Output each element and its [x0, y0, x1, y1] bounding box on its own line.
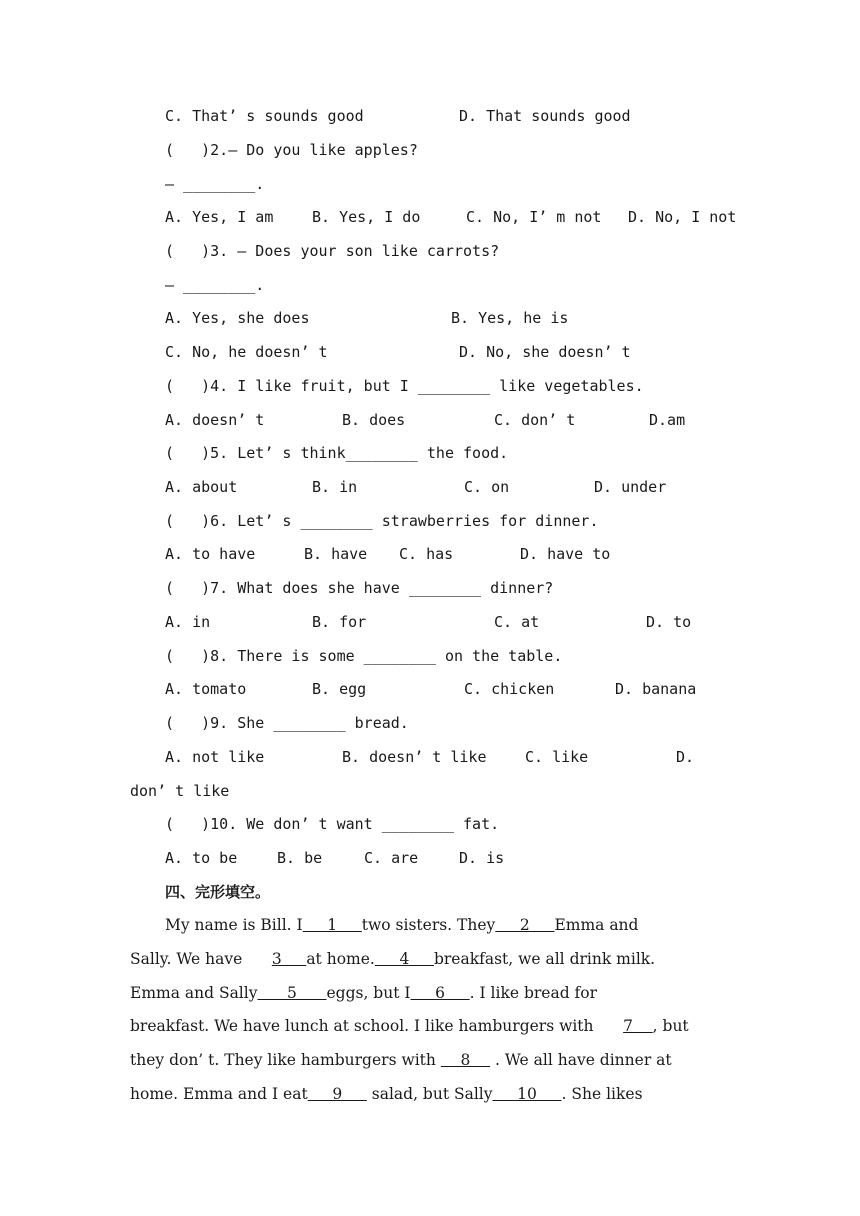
q2-option-d: D. No, I not — [628, 208, 737, 226]
q6-option-b: B. have — [304, 545, 368, 563]
cloze-line-4: breakfast. We have lunch at school. I like hamburgers with 7 , but — [130, 1017, 689, 1035]
q9-option-d-wrap: don’ t like — [130, 782, 230, 800]
q8-option-d: D. banana — [615, 680, 697, 698]
blank-6: 6 — [410, 984, 470, 1002]
blank-1: 1 — [302, 916, 362, 934]
q10-option-c: C. are — [364, 849, 419, 867]
blank-9: 9 — [307, 1085, 367, 1103]
q9-option-a: A. not like — [165, 748, 265, 766]
q9-option-c: C. like — [525, 748, 589, 766]
q4-option-b: B. does — [342, 411, 406, 429]
question-3-answer-blank: — ________. — [165, 276, 265, 294]
q2-option-a: A. Yes, I am — [165, 208, 274, 226]
q5-option-b: B. in — [312, 478, 358, 496]
q5-option-c: C. on — [464, 478, 510, 496]
blank-4: 4 — [374, 950, 434, 968]
q6-option-a: A. to have — [165, 545, 256, 563]
q8-option-c: C. chicken — [464, 680, 555, 698]
q9-option-b: B. doesn’ t like — [342, 748, 487, 766]
option-c: C. That’ s sounds good — [165, 107, 364, 125]
q3-option-c: C. No, he doesn’ t — [165, 343, 328, 361]
blank-5: 5 — [257, 984, 327, 1002]
cloze-line-3: Emma and Sally 5 eggs, but I 6 . I like bread for — [130, 984, 598, 1002]
q3-option-d: D. No, she doesn’ t — [459, 343, 631, 361]
q7-option-c: C. at — [494, 613, 540, 631]
q4-option-d: D.am — [649, 411, 686, 429]
q5-option-a: A. about — [165, 478, 238, 496]
q8-option-b: B. egg — [312, 680, 367, 698]
blank-7: 7 — [623, 1017, 653, 1035]
q10-option-b: B. be — [277, 849, 323, 867]
q4-option-a: A. doesn’ t — [165, 411, 265, 429]
q4-option-c: C. don’ t — [494, 411, 576, 429]
blank-3: 3 — [271, 950, 307, 968]
question-9: ( )9. She ________ bread. — [165, 714, 409, 732]
q10-option-d: D. is — [459, 849, 505, 867]
question-8: ( )8. There is some ________ on the table. — [165, 647, 563, 665]
cloze-line-6: home. Emma and I eat 9 salad, but Sally 10 . She likes — [130, 1085, 643, 1103]
question-5: ( )5. Let’ s think________ the food. — [165, 444, 509, 462]
option-d: D. That sounds good — [459, 107, 631, 125]
q5-option-d: D. under — [594, 478, 667, 496]
q7-option-d: D. to — [646, 613, 692, 631]
q9-option-d: D. — [676, 748, 695, 766]
question-2: ( )2.— Do you like apples? — [165, 141, 418, 159]
question-4: ( )4. I like fruit, but I ________ like vegetables. — [165, 377, 644, 395]
q3-option-b: B. Yes, he is — [451, 309, 569, 327]
cloze-line-1: My name is Bill. I 1 two sisters. They 2 Emma and — [165, 916, 639, 934]
q2-option-b: B. Yes, I do — [312, 208, 421, 226]
q7-option-a: A. in — [165, 613, 211, 631]
question-7: ( )7. What does she have ________ dinner? — [165, 579, 554, 597]
question-2-answer-blank: — ________. — [165, 175, 265, 193]
blank-8: 8 — [440, 1051, 491, 1069]
question-6: ( )6. Let’ s ________ strawberries for dinner. — [165, 512, 599, 530]
q2-option-c: C. No, I’ m not — [466, 208, 602, 226]
q6-option-d: D. have to — [520, 545, 611, 563]
q8-option-a: A. tomato — [165, 680, 247, 698]
blank-2: 2 — [495, 916, 555, 934]
q7-option-b: B. for — [312, 613, 367, 631]
q6-option-c: C. has — [399, 545, 454, 563]
q3-option-a: A. Yes, she does — [165, 309, 310, 327]
cloze-line-2: Sally. We have 3 at home. 4 breakfast, we all drink milk. — [130, 950, 656, 968]
question-10: ( )10. We don’ t want ________ fat. — [165, 815, 500, 833]
cloze-line-5: they don’ t. They like hamburgers with 8 . We all have dinner at — [130, 1051, 672, 1069]
section-heading-cloze: 四、完形填空。 — [165, 883, 271, 901]
blank-10: 10 — [492, 1085, 562, 1103]
q10-option-a: A. to be — [165, 849, 238, 867]
question-3: ( )3. — Does your son like carrots? — [165, 242, 500, 260]
